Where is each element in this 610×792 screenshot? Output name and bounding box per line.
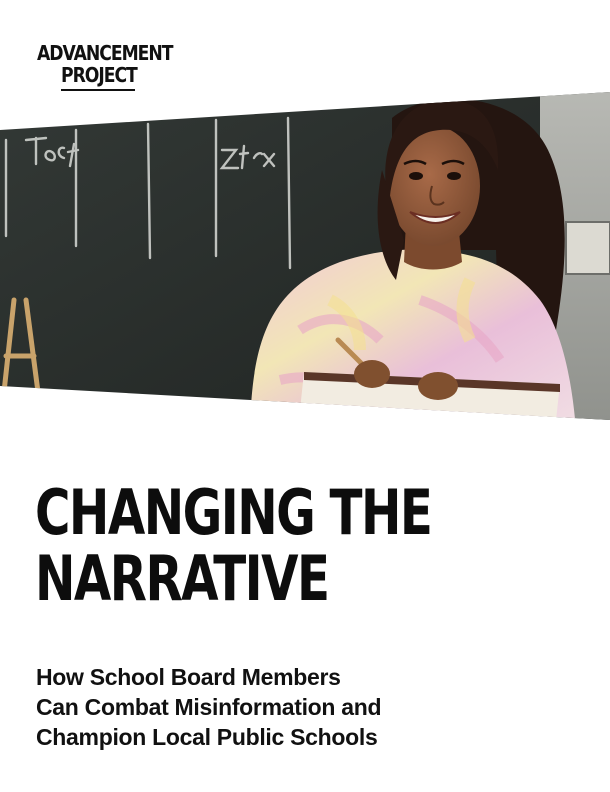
subtitle-line-2: Can Combat Misinformation and: [36, 694, 382, 720]
logo-line-2: PROJECT: [61, 63, 137, 87]
advancement-project-logo[interactable]: [37, 42, 177, 86]
logo-underline: [61, 89, 135, 91]
title-line-1: CHANGING THE: [35, 476, 432, 549]
cover-subtitle: [36, 662, 381, 752]
cover-title: [35, 476, 432, 615]
subtitle-line-1: How School Board Members: [36, 664, 341, 690]
logo-line-1: ADVANCEMENT: [37, 41, 173, 65]
subtitle-line-3: Champion Local Public Schools: [36, 724, 378, 750]
title-line-2: NARRATIVE: [35, 542, 329, 615]
